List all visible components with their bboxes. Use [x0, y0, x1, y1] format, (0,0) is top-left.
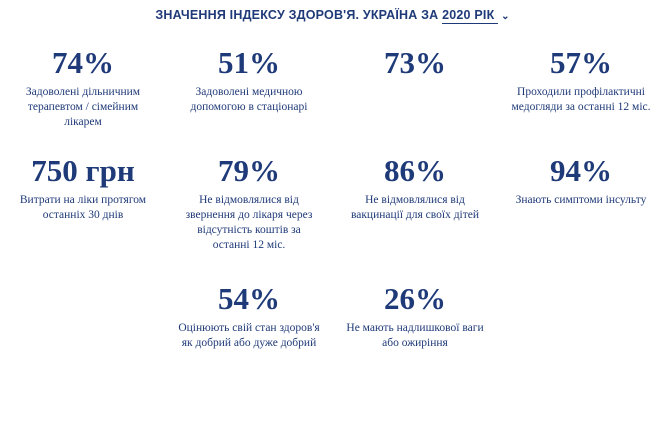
metric-value: 51%	[218, 45, 280, 80]
metric-cell	[332, 280, 498, 380]
metric-value: 74%	[52, 45, 114, 80]
metric-cell	[498, 152, 664, 280]
metric-label: Не мають надлишкової ваги або ожиріння	[346, 322, 484, 349]
metric-value: 57%	[550, 45, 612, 80]
metric-label: Задоволені медичною допомогою в стаціонарі	[190, 86, 308, 113]
metrics-row	[0, 44, 665, 152]
metric-value: 26%	[384, 281, 446, 316]
metric-cell	[166, 280, 332, 380]
metric-value: 54%	[218, 281, 280, 316]
chevron-down-icon[interactable]: ⌄	[501, 11, 510, 22]
metric-label: Витрати на ліки протягом останніх 30 днів	[19, 194, 147, 221]
metrics-row	[0, 152, 665, 280]
metric-cell	[0, 44, 166, 152]
metric-value: 79%	[218, 153, 280, 188]
metric-label: Проходили профілактичні медогляди за останні 12 міс.	[511, 86, 651, 113]
metric-value: 94%	[550, 153, 612, 188]
metric-cell	[166, 152, 332, 280]
metrics-row	[0, 280, 665, 380]
metric-label: Задоволені дільничним терапевтом / сімейним лікарем	[25, 86, 141, 128]
year-selector[interactable]	[442, 8, 498, 24]
page-title	[0, 0, 665, 22]
grid-spacer	[498, 280, 664, 380]
grid-spacer	[0, 280, 166, 380]
metric-label: Оцінюють свій стан здоров'я як добрий або дуже добрий	[178, 322, 320, 349]
metric-value: 73%	[384, 45, 446, 80]
metric-label: Знають симптоми інсульту	[515, 194, 647, 206]
metric-cell	[0, 152, 166, 280]
metrics-grid	[0, 44, 665, 380]
page-title-text: ЗНАЧЕННЯ ІНДЕКСУ ЗДОРОВ'Я. УКРАЇНА ЗА	[155, 8, 439, 22]
metric-value: 750 грн	[31, 153, 135, 188]
metric-cell	[332, 152, 498, 280]
metric-cell	[498, 44, 664, 152]
metric-value: 86%	[384, 153, 446, 188]
metric-label: Не відмовлялися від вакцинації для своїх дітей	[350, 194, 480, 221]
metric-cell	[166, 44, 332, 152]
metric-label: Не відмовлялися від звернення до лікаря через відсутність коштів за останні 12 міс.	[185, 194, 313, 251]
metric-cell	[332, 44, 498, 152]
year-selector-label: 2020 РІК	[442, 8, 495, 22]
